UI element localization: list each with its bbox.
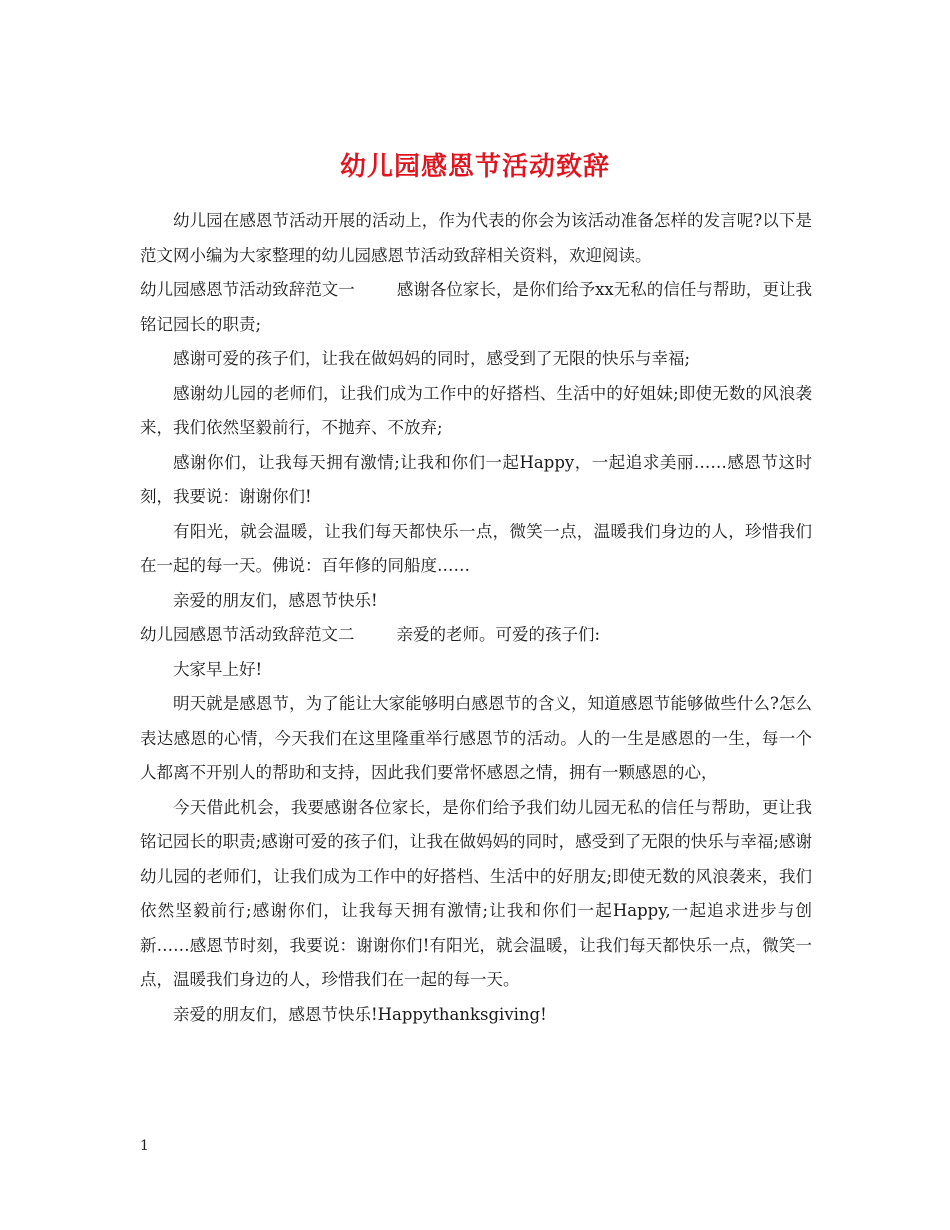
intro-paragraph: 幼儿园在感恩节活动开展的活动上，作为代表的你会为该活动准备怎样的发言呢?以下是范文网小编为大家整理的幼儿园感恩节活动致辞相关资料，欢迎阅读。 <box>140 211 812 265</box>
section2-paragraph: 今天借此机会，我要感谢各位家长，是你们给予我们幼儿园无私的信任与帮助，更让我铭记园长的职责;感谢可爱的孩子们，让我在做妈妈的同时，感受到了无限的快乐与幸福;感谢幼儿园的老师们，让我们成为工作中的好搭档、生活中的好朋友;即使无数的风浪袭来，我们依然坚毅前行;感谢你们，让我每天拥有激情;让我和你们一起Happy,一起追求进步与创新……感恩节时刻，我要说：谢谢你们!有阳光，就会温暖，让我们每天都快乐一点，微笑一点，温暖我们身边的人，珍惜我们在一起的每一天。 <box>140 797 812 989</box>
section1-first-line: 感谢各位家长，是你们给予xx无私的信任与帮助，更让我铭记园长的职责; <box>140 280 812 334</box>
section2-first-line: 亲爱的老师。可爱的孩子们: <box>396 625 601 644</box>
section2-heading: 幼儿园感恩节活动致辞范文二 <box>140 625 355 644</box>
document-title: 幼儿园感恩节活动致辞 <box>339 152 610 183</box>
section2-paragraph: 大家早上好! <box>173 659 263 679</box>
document-body <box>140 204 812 1032</box>
section1-paragraph: 感谢你们，让我每天拥有激情;让我和你们一起Happy，一起追求美丽……感恩节这时刻，我要说：谢谢你们! <box>140 452 812 506</box>
section2-paragraph: 明天就是感恩节，为了能让大家能够明白感恩节的含义，知道感恩节能够做些什么?怎么表达感恩的心情，今天我们在这里隆重举行感恩节的活动。人的一生是感恩的一生，每一个人都离不开别人的帮助和支持，因此我们要常怀感恩之情，拥有一颗感恩的心， <box>140 694 812 782</box>
page-number: 1 <box>140 1138 149 1154</box>
section1-paragraph: 亲爱的朋友们，感恩节快乐! <box>173 590 378 610</box>
section2-paragraph: 亲爱的朋友们，感恩节快乐!Happythanksgiving! <box>173 1004 547 1024</box>
section1-paragraph: 有阳光，就会温暖，让我们每天都快乐一点，微笑一点，温暖我们身边的人，珍惜我们在一起的每一天。佛说：百年修的同船度…… <box>140 521 812 575</box>
section1-paragraph: 感谢幼儿园的老师们，让我们成为工作中的好搭档、生活中的好姐妹;即使无数的风浪袭来，我们依然坚毅前行，不抛弃、不放弃; <box>140 383 812 437</box>
section1-paragraph: 感谢可爱的孩子们，让我在做妈妈的同时，感受到了无限的快乐与幸福; <box>173 349 691 368</box>
section2-opening <box>140 618 812 653</box>
section1-opening <box>140 273 812 342</box>
section1-heading: 幼儿园感恩节活动致辞范文一 <box>140 280 355 299</box>
